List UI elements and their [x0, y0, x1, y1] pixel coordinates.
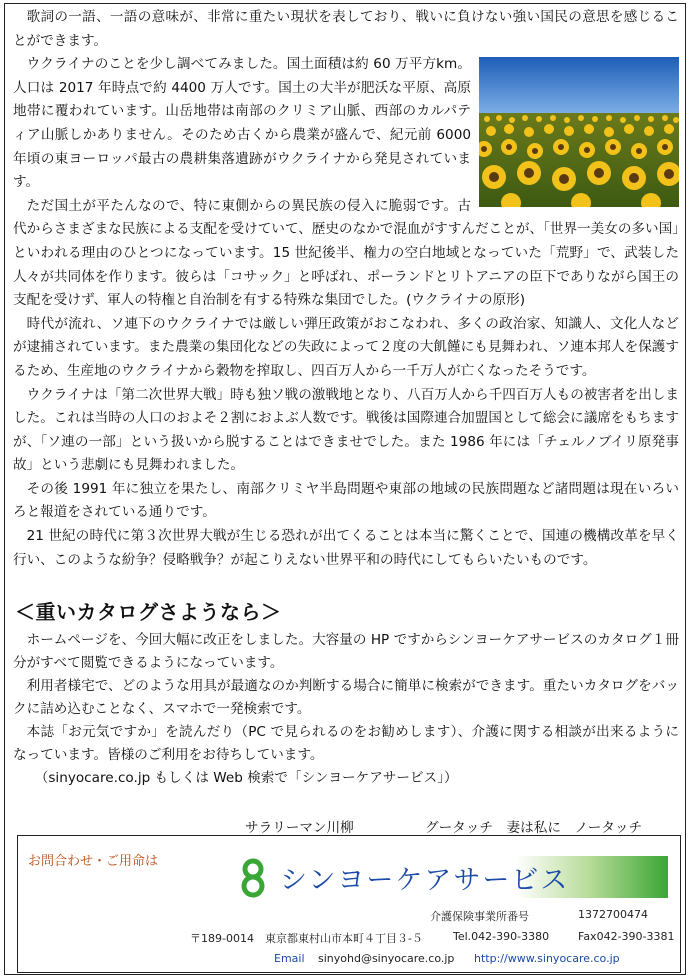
catalog-paragraph: ホームページを、今回大幅に改正をしました。大容量の HP ですからシンヨーケアサービスのカタログ１冊分がすべて閲覧できるようになっています。	[13, 632, 679, 671]
catalog-url-note: （sinyocare.co.jp もしくは Web 検索で「シンヨーケアサービス」）	[34, 770, 458, 786]
article-paragraph: ウクライナは「第二次世界大戦」時も独ソ戦の激戦地となり、八百万人から千四百万人もの被害者を出しました。これは当時の人口のおよそ２割におよぶ人数です。戦後は国際連合加盟国として総会に議席をもちますが、「ソ連の一部」という扱いから脱することはできませでした。また 1986 年には「チェルノブイリ原発事故」という悲劇にも見舞われました。	[13, 386, 679, 474]
fax-number: Fax042-390-3381	[578, 930, 675, 943]
catalog-section-title: ＜重いカタログさようなら＞	[15, 600, 282, 624]
email-label: Email	[274, 952, 305, 965]
license-label: 介護保険事業所番号	[430, 910, 529, 923]
catalog-paragraph: 利用者様宅で、どのような用具が最適なのか判断する場合に簡単に検索ができます。重たいカタログをバックに詰め込むことなく、スマホで一発検索です。	[13, 678, 679, 717]
newsletter-page	[4, 3, 686, 975]
inquiry-label: お問合わせ・ご用命は	[28, 854, 159, 869]
company-address: 〒189-0014 東京都東村山市本町４丁目３-５	[190, 932, 423, 945]
email-address[interactable]: sinyohd@sinyocare.co.jp	[318, 952, 455, 965]
sunflower-field-photo	[479, 57, 679, 207]
senryu-label: サラリーマン川柳	[245, 820, 354, 836]
article-paragraph: その後 1991 年に独立を果たし、南部クリミヤ半島問題や東部の地域の民族問題など諸問題は現在いろいろと報道をされている通りです。	[13, 480, 679, 521]
senryu-verse: グータッチ 妻は私に ノータッチ	[425, 820, 643, 836]
website-link[interactable]: http://www.sinyocare.co.jp	[474, 952, 620, 965]
article-paragraph: ウクライナのことを少し調べてみました。国土面積は約 60 万平方km。人口は 2017 年時点で約 4400 万人です。国土の大半が肥沃な平原、高原地帯に覆われています。山岳地帯は南部のクリミア山脈、西部のカルパティア山脈しかありません。そのため古くから農業が盛んで、紀元前 6000 年頃の東ヨーロッパ最古の農耕集落遺跡がウクライナから発見されています。	[13, 56, 476, 191]
sunflower-field-image	[479, 57, 679, 207]
company-name: シンヨーケアサービス	[280, 865, 570, 896]
catalog-paragraph: 本誌「お元気ですか」を読んだり（PC で見られるのをお勧めします）、介護に関する相談が出来るようになっています。皆様のご利用をお待ちしています。	[13, 724, 679, 763]
article-paragraph: ただ国土が平たんなので、特に東側からの異民族の侵入に脆弱です。古代からさまざまな民族による支配を受けていて、歴史のなかで混血がすすんだことが、「世界一美女の多い国」といわれる理由のひとつになっています。15 世紀後半、権力の空白地域となっていた「荒野」で、武装した人々が共同体を作ります。彼らは「コサック」と呼ばれ、ポーランドとリトアニアの臣下でありながら国王の支配を受けず、軍人の特権と自治制を有する特殊な集団でした。(ウクライナの原形)	[13, 197, 679, 309]
article-paragraph: 時代が流れ、ソ連下のウクライナでは厳しい弾圧政策がおこなわれ、多くの政治家、知識人、文化人などが逮捕されています。また農業の集団化などの失政によって２度の大飢饉にも見舞われ、ソ連本邦人を保護するため、生産地のウクライナから穀物を搾取し、四百万人から一千万人が亡くなったそうです。	[13, 315, 679, 379]
contact-footer	[17, 835, 681, 973]
phone-number: Tel.042-390-3380	[453, 930, 550, 943]
company-logo-icon	[240, 858, 266, 898]
article-paragraph: 21 世紀の時代に第３次世界大戦が生じる恐れが出てくることは本当に驚くことで、国連の機構改革を早く行い、このような紛争？侵略戦争？が起こりえない世界平和の時代にしてもらいたいものです。	[13, 528, 679, 568]
catalog-section	[13, 629, 679, 790]
article-paragraph: 歌詞の一語、一語の意味が、非常に重たい現状を表しており、戦いに負けない強い国民の意思を感じることができます。	[13, 9, 679, 49]
ukraine-article	[13, 6, 679, 572]
license-number: 1372700474	[578, 908, 648, 921]
